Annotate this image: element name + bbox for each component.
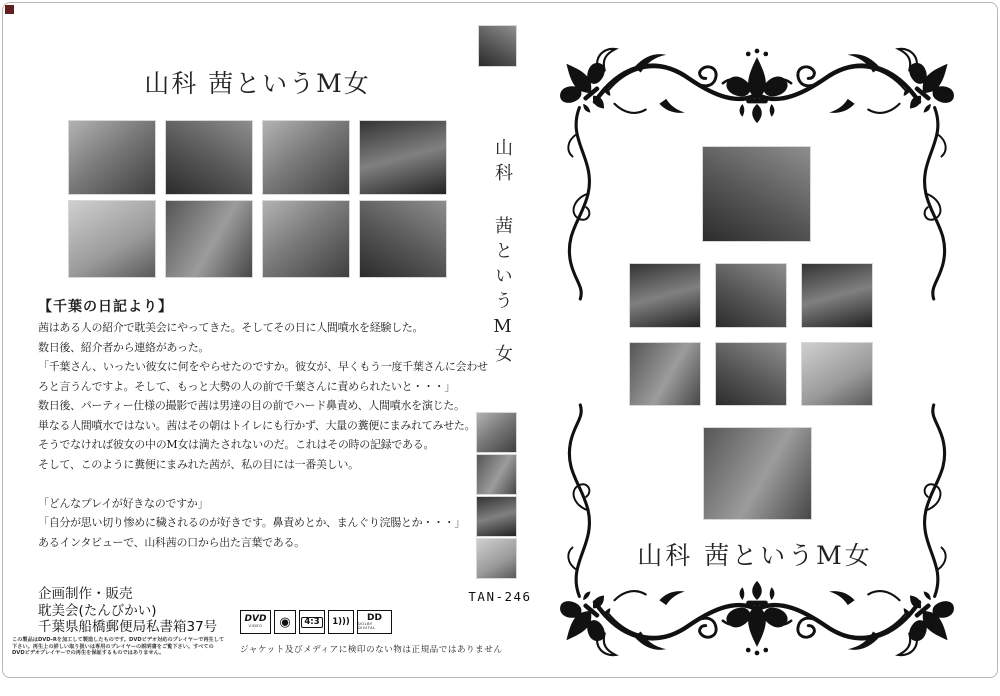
- photo-thumbnail: [476, 454, 517, 495]
- dolby-digital-logo: [357, 610, 392, 634]
- stamp-notice: ジャケット及びメディアに検印のない物は正規品ではありません: [240, 645, 503, 655]
- diary-line: 単なる人間噴水ではない。茜はその朝はトイレにも行かず、大量の糞便にまみれてみせた。: [38, 418, 476, 432]
- publisher-line: 耽美会(たんびかい): [38, 602, 157, 619]
- diary-text: [38, 318, 488, 552]
- photo-thumbnail: [478, 25, 517, 67]
- photo-thumbnail: [629, 263, 701, 328]
- publisher-line: 千葉県船橋郵便局私書箱37号: [38, 619, 218, 635]
- photo-thumbnail: [68, 120, 156, 195]
- photo-thumbnail: [262, 120, 350, 195]
- diary-line: [38, 474, 488, 494]
- photo-thumbnail: [715, 263, 787, 328]
- photo-thumbnail: [801, 342, 873, 406]
- logo-label: DVD: [244, 614, 267, 625]
- photo-thumbnail: [476, 496, 517, 537]
- photo-thumbnail: [359, 120, 447, 195]
- photo-thumbnail: [801, 263, 873, 328]
- photo-thumbnail: [703, 427, 812, 520]
- corner-registration-mark: [5, 5, 14, 14]
- spine-photo-strip: [476, 412, 517, 579]
- spine-title: 山科 茜というM女: [492, 138, 513, 369]
- diary-line: 「千葉さん、いったい彼女に何をやらせたのですか。彼女が、早くもう一度千葉さんに会わせ: [38, 360, 488, 373]
- diary-line: 「どんなプレイが好きなのですか」: [38, 496, 209, 510]
- logo-label: DD: [367, 612, 382, 623]
- photo-thumbnail: [476, 538, 517, 579]
- diary-line: 「自分が思い切り惨めに穢されるのが好きです。鼻責めとか、まんぐり浣腸とか・・・」: [38, 516, 466, 529]
- photo-thumbnail: [359, 200, 447, 278]
- logo-label: 4:3: [301, 617, 322, 628]
- photo-thumbnail: [165, 120, 253, 195]
- publisher-info: [38, 586, 217, 636]
- diary-line: 数日後、パーティー仕様の撮影で茜は男達の目の前でハード鼻責め、人間噴水を演じた。: [38, 399, 465, 412]
- round-seal-logo: [274, 610, 296, 634]
- front-cover-title: 山科 茜というM女: [637, 541, 873, 570]
- diary-heading: 【千葉の日記より】: [38, 299, 173, 315]
- diary-line: そして、このように糞便にまみれた茜が、私の目には一番美しい。: [38, 457, 359, 471]
- front-cover-photo-grid: [629, 263, 873, 406]
- photo-thumbnail: [165, 200, 253, 278]
- back-cover-title: 山科 茜というM女: [144, 69, 371, 98]
- logo-label: ◉: [279, 614, 291, 630]
- diary-line: あるインタビューで、山科茜の口から出た言葉である。: [38, 535, 305, 549]
- disclaimer-line: この製品はDVD-Rを加工して製造したものです。DVDビデオ対応のプレイヤーで再生して: [12, 637, 225, 643]
- aspect-ratio-logo: [299, 610, 325, 634]
- publisher-line: 企画制作・販売: [38, 586, 133, 602]
- photo-thumbnail: [702, 146, 811, 242]
- photo-thumbnail: [262, 200, 350, 278]
- disclaimer-fine-print: [12, 637, 224, 657]
- photo-thumbnail: [715, 342, 787, 406]
- back-cover-photo-grid: [68, 120, 447, 278]
- logo-label: 1))): [332, 616, 350, 627]
- logo-sublabel: DOLBY DIGITAL: [358, 621, 376, 630]
- diary-line: 数日後、紹介者から連絡があった。: [38, 340, 210, 354]
- disclaimer-line: DVDビデオプレイヤーでの再生を保証するものではありません。: [12, 650, 165, 656]
- catalog-number: TAN-246: [468, 589, 532, 604]
- diary-line: ろと言うんですよ。そして、もっと大勢の人の前で千葉さんに責められたいと・・・」: [38, 379, 456, 393]
- mono-audio-logo: [328, 610, 354, 634]
- diary-line: そうでなければ彼女の中のM女は満たされないのだ。これはその時の記録である。: [38, 438, 435, 451]
- photo-thumbnail: [629, 342, 701, 406]
- disclaimer-line: 下さい。再生上の詳しい取り扱いは専用のプレイヤーの説明書をご覧下さい。すべての: [12, 643, 214, 650]
- diary-line: 茜はある人の紹介で耽美会にやってきた。そしてその日に人間噴水を経験した。: [38, 321, 424, 334]
- format-logo-row: [240, 610, 392, 634]
- photo-thumbnail: [476, 412, 517, 453]
- dvd-video-logo: [240, 610, 271, 634]
- logo-sublabel: VIDEO: [248, 624, 263, 629]
- photo-thumbnail: [68, 200, 156, 278]
